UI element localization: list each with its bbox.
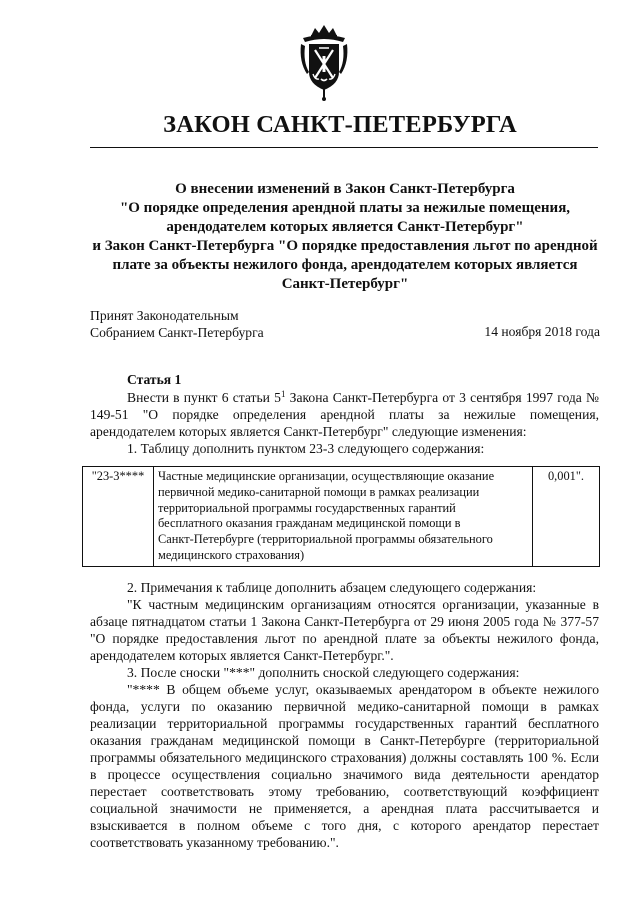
subtitle-line: и Закон Санкт-Петербурга "О порядке предоставления льгот по арендной [92, 238, 598, 254]
intro-superscript: 1 [280, 389, 286, 399]
law-subtitle [85, 180, 605, 294]
amendment-table [82, 466, 600, 567]
table-row [83, 467, 600, 567]
amendment-item-1: 1. Таблицу дополнить пунктом 23-3 следующего содержания: [127, 441, 485, 456]
table-cell-coefficient: 0,001". [533, 467, 600, 567]
article-intro-block [90, 389, 599, 457]
amendment-item-3: 3. После сноски "***" дополнить сноской следующего содержания: [127, 665, 520, 680]
description-line: Частные медицинские организации, осуществляющие оказание [158, 469, 495, 483]
description-line: медицинского страхования) [158, 547, 305, 562]
st-petersburg-coat-of-arms-emblem [293, 22, 355, 102]
adoption-line-1: Принят Законодательным [90, 308, 239, 323]
article-amendments-block [90, 579, 599, 851]
subtitle-line: Санкт-Петербург" [281, 276, 409, 292]
description-line: бесплатного оказания гражданам медицинской помощи в [158, 516, 461, 531]
intro-text-b: Закона Санкт-Петербурга от 3 сентября 1997 года № 149-51 "О порядке определения арендной платы за нежилые помещения, арендодателем которых является Санкт-Петербург" следующие изменения: [90, 390, 599, 439]
adoption-line-2: Собранием Санкт-Петербурга [90, 325, 264, 340]
subtitle-line: арендодателем которых является Санкт-Петербург" [166, 219, 524, 235]
amendment-item-2-quote: "К частным медицинским организациям относятся организации, указанные в абзаце пятнадцатом статьи 1 Закона Санкт-Петербурга от 29 июня 2005 года № 377-57 "О порядке предоставления льгот по арендной плате за объекты нежилого фонда, арендодателем которых является Санкт-Петербург.". [90, 597, 599, 663]
table-cell-description [154, 467, 533, 567]
article-heading: Статья 1 [127, 372, 182, 387]
title-divider [90, 147, 598, 148]
description-line: первичной медико-санитарной помощи в рамках реализации [158, 484, 480, 499]
law-title: ЗАКОН САНКТ-ПЕТЕРБУРГА [163, 111, 517, 138]
description-line: территориальной программы государственных гарантий [158, 500, 456, 515]
intro-text-a: Внести в пункт 6 статьи 5 [127, 390, 281, 405]
adoption-date: 14 ноября 2018 года [484, 324, 600, 339]
article-intro [90, 389, 599, 440]
description-line: Санкт-Петербурге (территориальной программы обязательного [158, 532, 493, 547]
coat-of-arms-icon [293, 22, 355, 102]
amendment-item-3-quote: "**** В общем объеме услуг, оказываемых арендатором в объекте нежилого фонда, услуги по оказанию первичной медико-санитарной помощи в рамках реализации территориальной программы государственных гарантий бесплатного оказания гражданам медицинской помощи в Санкт-Петербурге (территориальной программы обязательного медицинского страхования) должны составлять 100 %. Если в процессе осуществления социально значимого вида деятельности арендатор перестает соответствовать этому требованию, соответствующий коэффициент социальной значимости не применяется, а арендная плата рассчитывается и взыскивается в полном объеме с того дня, с которого арендатор перестает соответствовать указанному требованию.". [90, 682, 599, 850]
amendment-item-2: 2. Примечания к таблице дополнить абзацем следующего содержания: [127, 580, 537, 595]
table-cell-number: "23-3**** [83, 467, 154, 567]
subtitle-line: "О порядке определения арендной платы за нежилые помещения, [119, 200, 571, 216]
subtitle-line: О внесении изменений в Закон Санкт-Петербурга [175, 181, 515, 197]
subtitle-line: плате за объекты нежилого фонда, арендодателем которых является [112, 257, 578, 273]
adoption-statement [90, 307, 264, 341]
